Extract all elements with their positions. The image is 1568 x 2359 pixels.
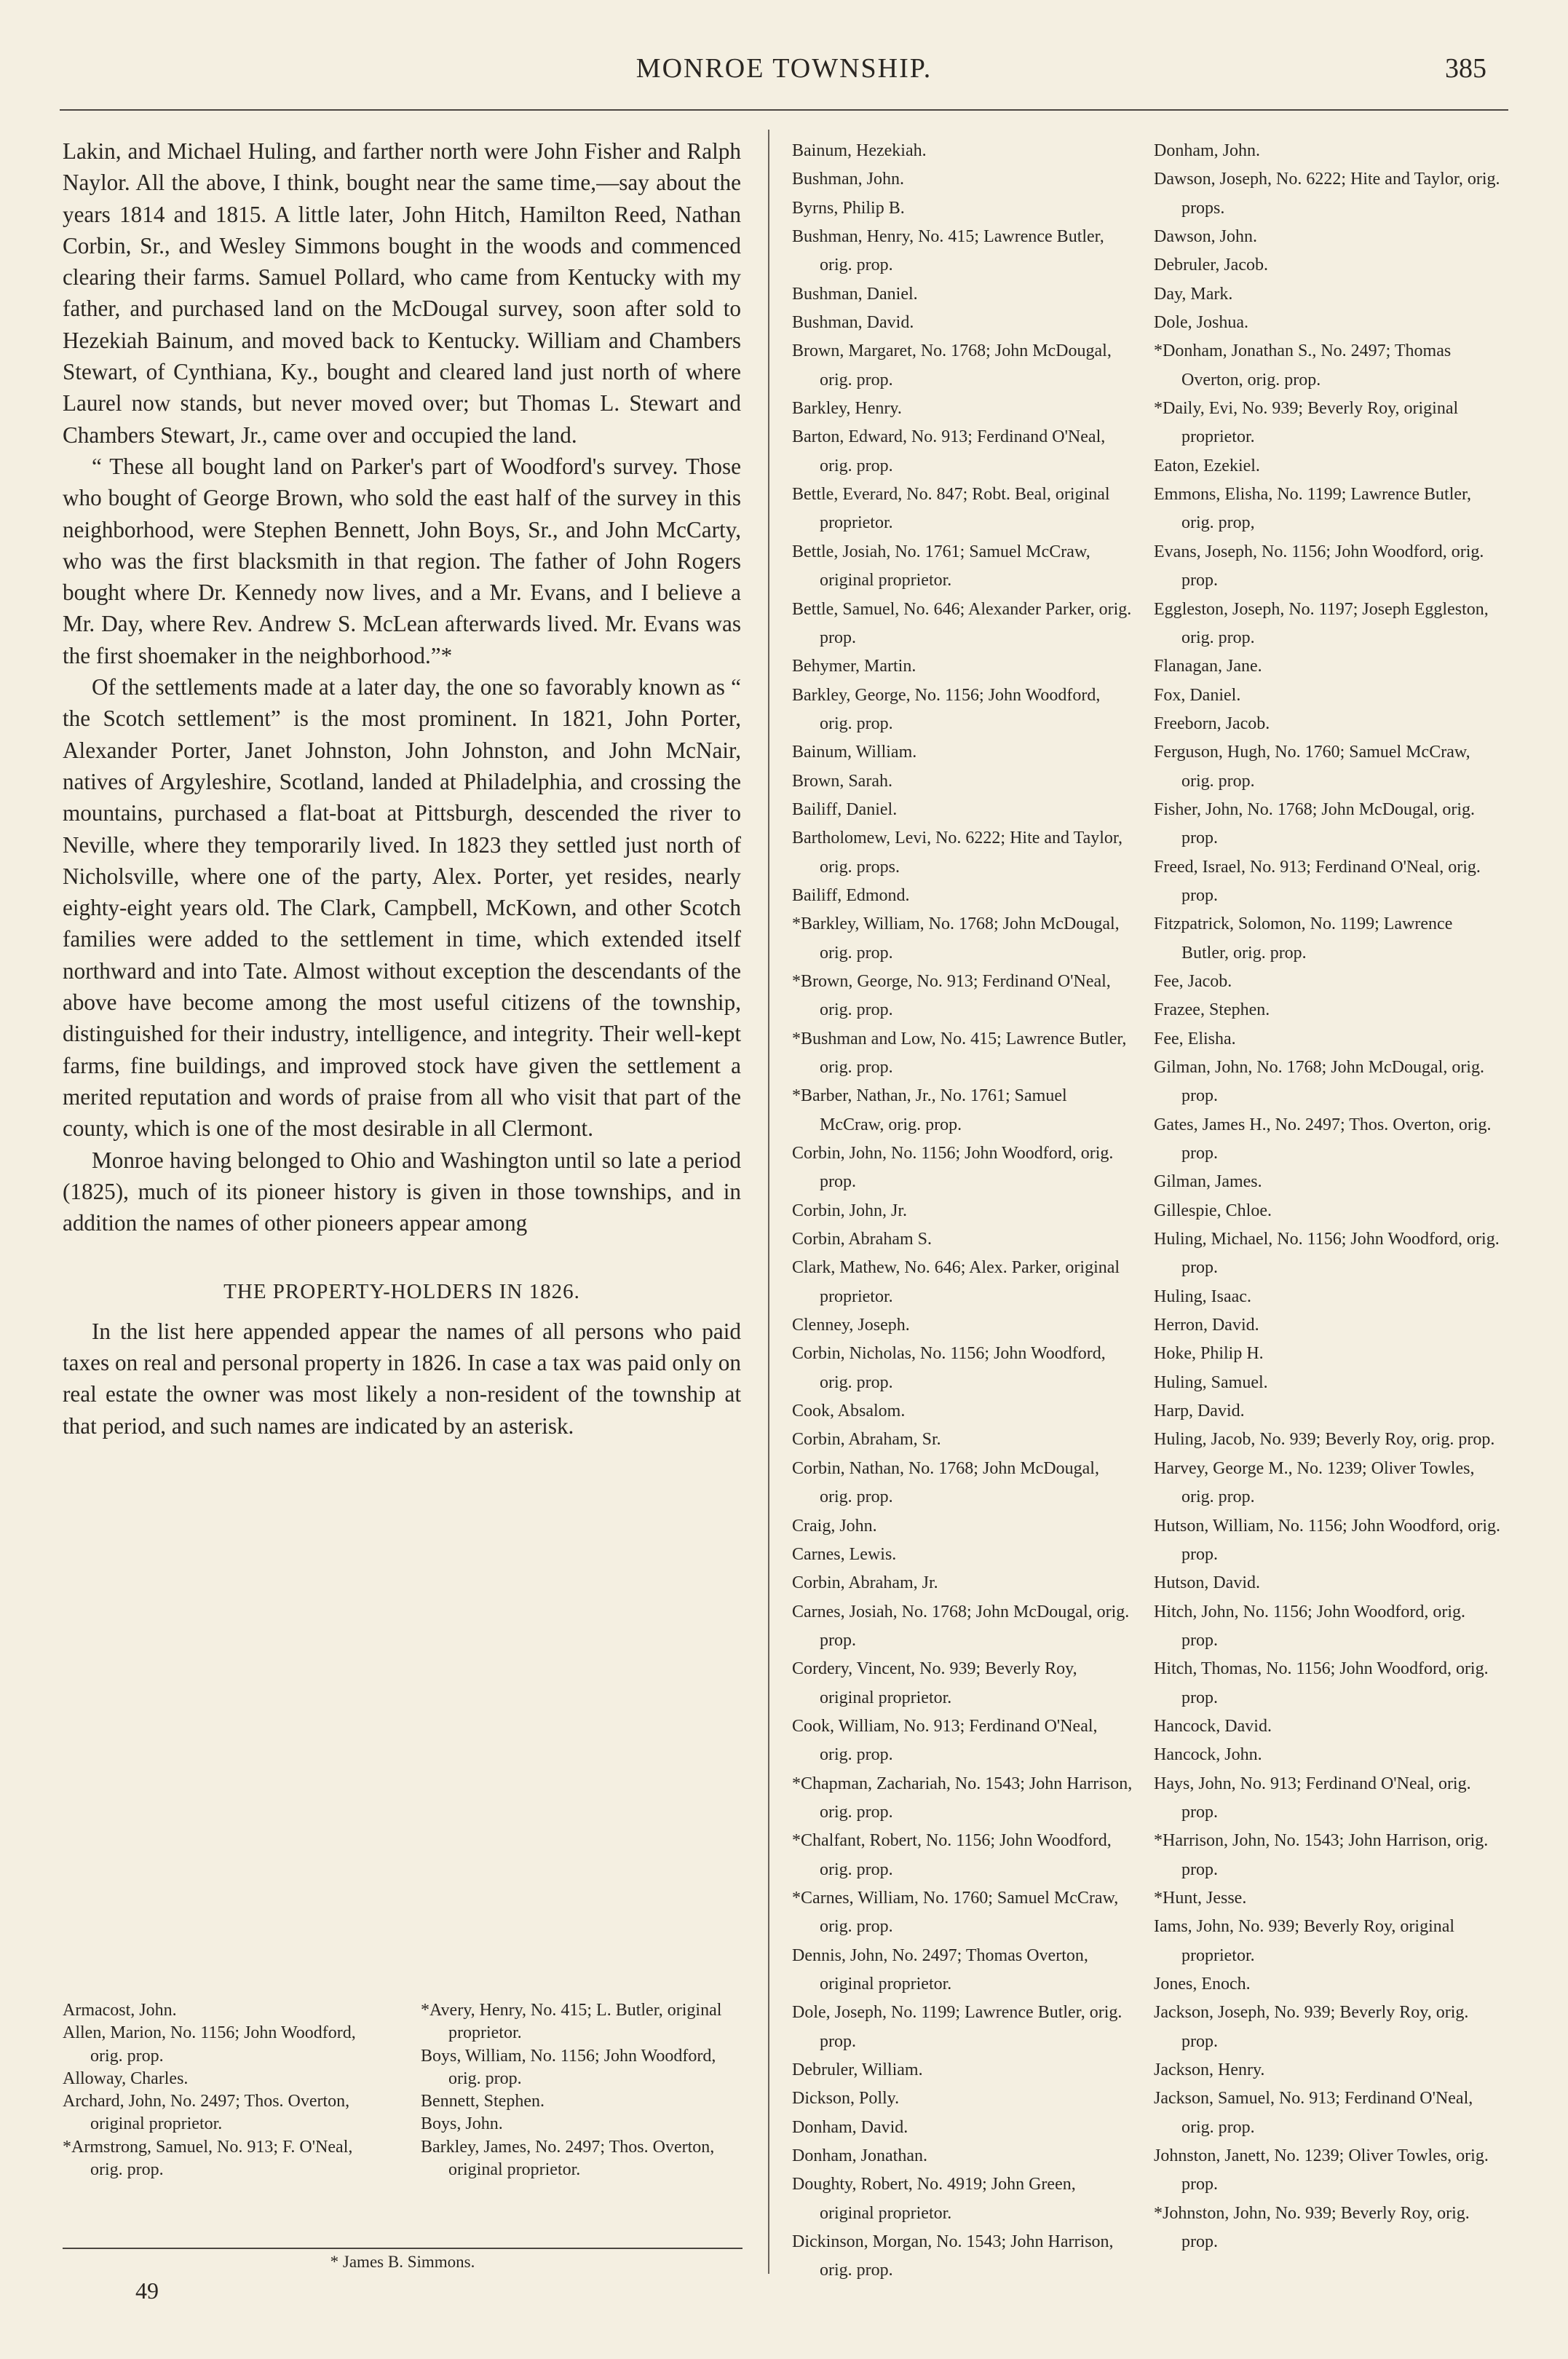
list-item: Corbin, Abraham, Sr.: [792, 1430, 941, 1450]
list-item: Ferguson, Hugh, No. 1760; Samuel McCraw, orig. prop.: [1154, 743, 1470, 791]
list-item: Corbin, John, No. 1156; John Woodford, orig. prop.: [792, 1144, 1114, 1192]
list-item: Byrns, Philip B.: [792, 198, 905, 218]
list-item: Fee, Elisha.: [1154, 1029, 1236, 1048]
list-item: Huling, Isaac.: [1154, 1287, 1251, 1306]
list-item: Harvey, George M., No. 1239; Oliver Towles, orig. prop.: [1154, 1458, 1475, 1507]
list-item: Corbin, Nicholas, No. 1156; John Woodford, orig. prop.: [792, 1344, 1106, 1392]
list-item: *Chalfant, Robert, No. 1156; John Woodford, orig. prop.: [792, 1831, 1112, 1879]
paragraph: In the list here appended appear the names of all persons who paid taxes on real and personal property in 1826. In case a tax was paid only on real estate the owner was most likely a non-resident of the township at that period, and such names are indicated by an asterisk.: [63, 1318, 741, 1439]
list-item: Barton, Edward, No. 913; Ferdinand O'Neal, orig. prop.: [792, 427, 1106, 475]
list-item: Fisher, John, No. 1768; John McDougal, orig. prop.: [1154, 799, 1476, 848]
list-item: Freeborn, Jacob.: [1154, 714, 1270, 733]
list-item: Barkley, James, No. 2497; Thos. Overton, original proprietor.: [421, 2137, 715, 2180]
list-item: Barkley, George, No. 1156; John Woodford, orig. prop.: [792, 685, 1101, 733]
list-item: Bettle, Samuel, No. 646; Alexander Parker, orig. prop.: [792, 599, 1132, 647]
list-item: Dickinson, Morgan, No. 1543; John Harrison, orig. prop.: [792, 2232, 1114, 2280]
list-item: Herron, David.: [1154, 1316, 1259, 1335]
list-item: Barkley, Henry.: [792, 399, 902, 419]
property-holders-short-lists: [63, 1999, 741, 2181]
list-item: Eggleston, Joseph, No. 1197; Joseph Eggleston, orig. prop.: [1154, 599, 1489, 647]
list-item: Hutson, David.: [1154, 1573, 1260, 1593]
paragraph: Lakin, and Michael Huling, and farther north were John Fisher and Ralph Naylor. All the above, I think, bought near the same time,—say about the years 1814 and 1815. A little later, John Hitch, Hamilton Reed, Nathan Corbin, Sr., and Wesley Simmons bought in the woods and commenced clearing their farms. Samuel Pollard, who came from Kentucky with my father, and purchased land on the McDougal survey, soon after sold to Hezekiah Bainum, and moved back to Kentucky. William and Chambers Stewart, of Cynthiana, Ky., bought and cleared land just north of where Laurel now stands, but never moved over; but Thomas L. Stewart and Chambers Stewart, Jr., came over and occupied the land.: [63, 138, 741, 448]
list-item: Carnes, Josiah, No. 1768; John McDougal, orig. prop.: [792, 1602, 1130, 1650]
list-item: Bainum, William.: [792, 743, 917, 762]
list-item: Corbin, John, Jr.: [792, 1201, 908, 1220]
list-item: Bettle, Josiah, No. 1761; Samuel McCraw, original proprietor.: [792, 542, 1090, 590]
list-item: Hancock, David.: [1154, 1716, 1272, 1736]
list-item: Debruler, Jacob.: [1154, 256, 1268, 275]
list-item: Bartholomew, Levi, No. 6222; Hite and Taylor, orig. props.: [792, 829, 1122, 877]
list-item: Brown, Sarah.: [792, 771, 892, 791]
list-item: Fox, Daniel.: [1154, 685, 1241, 705]
list-item: Jones, Enoch.: [1154, 1975, 1251, 1994]
list-item: Dole, Joshua.: [1154, 313, 1248, 333]
list-item: Bushman, David.: [792, 313, 914, 333]
paragraph: Of the settlements made at a later day, the one so favorably known as “ the Scotch settlement” is the most prominent. In 1821, John Porter, Alexander Porter, Janet Johnston, John Johnston, and John McNair, natives of Argyleshire, Scotland, landed at Philadelphia, and crossing the mountains, purchased a flat-boat at Pittsburgh, descended the river to Neville, where they temporarily lived. In 1823 they settled just north of Nicholsville, where one of the party, Alex. Porter, yet resides, nearly eighty-eight years old. The Clark, Campbell, McKown, and other Scotch families were added to the settlement in time, which extended itself northward and into Tate. Almost without exception the descendants of the above have become among the most useful citizens of the township, distinguished for their industry, intelligence, and integrity. Their well-kept farms, fine buildings, and improved stock have given the settlement a merited reputation and words of praise from all who visit that part of the county, which is one of the most desirable in all Clermont.: [63, 674, 741, 1142]
list-item: Debruler, William.: [792, 2060, 923, 2080]
list-item: Gates, James H., No. 2497; Thos. Overton, orig. prop.: [1154, 1115, 1492, 1163]
list-item: Evans, Joseph, No. 1156; John Woodford, orig. prop.: [1154, 542, 1484, 590]
signature-mark: 49: [135, 2277, 159, 2304]
property-list-right-a: [792, 137, 1133, 2285]
list-item: Fee, Jacob.: [1154, 971, 1232, 991]
list-item: Jackson, Joseph, No. 939; Beverly Roy, orig. prop.: [1154, 2003, 1469, 2051]
list-item: *Armstrong, Samuel, No. 913; F. O'Neal, orig. prop.: [63, 2137, 353, 2180]
list-item: Boys, John.: [421, 2114, 503, 2134]
list-item: *Carnes, William, No. 1760; Samuel McCraw, orig. prop.: [792, 1888, 1119, 1937]
list-item: Jackson, Samuel, No. 913; Ferdinand O'Neal, orig. prop.: [1154, 2089, 1473, 2137]
running-title: MONROE TOWNSHIP.: [635, 53, 933, 84]
list-item: Bennett, Stephen.: [421, 2092, 545, 2111]
list-item: Fitzpatrick, Solomon, No. 1199; Lawrence Butler, orig. prop.: [1154, 914, 1453, 963]
list-item: Frazee, Stephen.: [1154, 1000, 1270, 1020]
list-item: Huling, Jacob, No. 939; Beverly Roy, orig. prop.: [1154, 1430, 1495, 1450]
list-item: Bailiff, Daniel.: [792, 799, 898, 819]
list-item: Boys, William, No. 1156; John Woodford, orig. prop.: [421, 2046, 716, 2088]
property-list-left-a: [63, 1999, 383, 2181]
list-item: Emmons, Elisha, No. 1199; Lawrence Butler, orig. prop,: [1154, 485, 1472, 533]
list-item: Hoke, Philip H.: [1154, 1344, 1264, 1364]
list-item: Gilman, James.: [1154, 1172, 1262, 1192]
list-item: Donham, Jonathan.: [792, 2146, 927, 2166]
list-item: Hitch, Thomas, No. 1156; John Woodford, orig. prop.: [1154, 1659, 1489, 1707]
list-item: *Johnston, John, No. 939; Beverly Roy, orig. prop.: [1154, 2203, 1470, 2252]
paragraph: Monroe having belonged to Ohio and Washington until so late a period (1825), much of its pioneer history is given in those townships, and in addition the names of other pioneers appear among: [63, 1147, 741, 1236]
list-item: *Barber, Nathan, Jr., No. 1761; Samuel McCraw, orig. prop.: [792, 1086, 1067, 1134]
list-item: Huling, Michael, No. 1156; John Woodford, orig. prop.: [1154, 1230, 1500, 1278]
property-list-right-b: [1154, 137, 1502, 2256]
list-item: Harp, David.: [1154, 1402, 1245, 1421]
section-heading: THE PROPERTY-HOLDERS IN 1826.: [223, 1280, 580, 1304]
list-item: Dole, Joseph, No. 1199; Lawrence Butler, orig. prop.: [792, 2003, 1122, 2051]
list-item: *Hunt, Jesse.: [1154, 1888, 1247, 1908]
header-rule: [60, 109, 1508, 111]
list-item: Donham, David.: [792, 2117, 908, 2137]
list-item: Bettle, Everard, No. 847; Robt. Beal, original proprietor.: [792, 485, 1110, 533]
list-item: Behymer, Martin.: [792, 657, 916, 676]
list-item: Dickson, Polly.: [792, 2089, 900, 2109]
list-item: *Brown, George, No. 913; Ferdinand O'Neal, orig. prop.: [792, 971, 1111, 1020]
list-item: Jackson, Henry.: [1154, 2060, 1265, 2080]
list-item: Cook, William, No. 913; Ferdinand O'Neal, orig. prop.: [792, 1716, 1098, 1765]
list-item: Carnes, Lewis.: [792, 1544, 897, 1564]
list-item: Allen, Marion, No. 1156; John Woodford, orig. prop.: [63, 2023, 356, 2066]
list-item: Corbin, Nathan, No. 1768; John McDougal, orig. prop.: [792, 1458, 1099, 1507]
list-item: Armacost, John.: [63, 2001, 177, 2020]
page-number: 385: [1445, 53, 1486, 84]
list-item: Cordery, Vincent, No. 939; Beverly Roy, original proprietor.: [792, 1659, 1077, 1707]
property-list-left-b: [421, 1999, 741, 2181]
list-item: Hutson, William, No. 1156; John Woodford, orig. prop.: [1154, 1516, 1500, 1564]
list-item: Bainum, Hezekiah.: [792, 141, 927, 160]
list-item: Day, Mark.: [1154, 284, 1233, 304]
list-item: *Harrison, John, No. 1543; John Harrison, orig. prop.: [1154, 1831, 1489, 1879]
list-item: Gillespie, Chloe.: [1154, 1201, 1272, 1220]
list-item: Hitch, John, No. 1156; John Woodford, orig. prop.: [1154, 1602, 1466, 1650]
list-item: Johnston, Janett, No. 1239; Oliver Towles, orig. prop.: [1154, 2146, 1489, 2194]
list-item: Bushman, John.: [792, 170, 905, 189]
list-item: Bailiff, Edmond.: [792, 885, 910, 905]
column-divider: [768, 130, 769, 2274]
list-item: Donham, John.: [1154, 141, 1260, 160]
list-item: Eaton, Ezekiel.: [1154, 456, 1260, 475]
list-item: Dawson, John.: [1154, 227, 1257, 247]
list-item: Huling, Samuel.: [1154, 1372, 1268, 1392]
list-item: Bushman, Henry, No. 415; Lawrence Butler, orig. prop.: [792, 227, 1104, 275]
list-item: Clenney, Joseph.: [792, 1316, 910, 1335]
footnote-rule: [63, 2248, 743, 2249]
list-item: *Bushman and Low, No. 415; Lawrence Butler, orig. prop.: [792, 1029, 1127, 1077]
list-item: Hays, John, No. 913; Ferdinand O'Neal, orig. prop.: [1154, 1774, 1471, 1822]
list-item: Freed, Israel, No. 913; Ferdinand O'Neal, orig. prop.: [1154, 857, 1481, 905]
list-item: Alloway, Charles.: [63, 2068, 189, 2088]
list-item: Cook, Absalom.: [792, 1402, 906, 1421]
list-item: Brown, Margaret, No. 1768; John McDougal, orig. prop.: [792, 341, 1112, 390]
narrative-column: [63, 135, 741, 1442]
list-item: Doughty, Robert, No. 4919; John Green, original proprietor.: [792, 2175, 1076, 2223]
list-item: Gilman, John, No. 1768; John McDougal, orig. prop.: [1154, 1058, 1484, 1106]
list-item: Hancock, John.: [1154, 1745, 1262, 1765]
list-item: Dennis, John, No. 2497; Thomas Overton, original proprietor.: [792, 1945, 1088, 1994]
list-item: *Avery, Henry, No. 415; L. Butler, original proprietor.: [421, 2001, 722, 2043]
list-item: Dawson, Joseph, No. 6222; Hite and Taylor, orig. props.: [1154, 170, 1500, 218]
list-item: Corbin, Abraham S.: [792, 1230, 932, 1249]
list-item: Clark, Mathew, No. 646; Alex. Parker, original proprietor.: [792, 1258, 1120, 1306]
list-item: Archard, John, No. 2497; Thos. Overton, original proprietor.: [63, 2092, 350, 2134]
list-item: Bushman, Daniel.: [792, 284, 918, 304]
footnote: * James B. Simmons.: [330, 2253, 475, 2271]
list-item: *Chapman, Zachariah, No. 1543; John Harrison, orig. prop.: [792, 1774, 1133, 1822]
list-item: Flanagan, Jane.: [1154, 657, 1262, 676]
paragraph: “ These all bought land on Parker's part of Woodford's survey. Those who bought of George Brown, who sold the east half of the survey in this neighborhood, were Stephen Bennett, John Boys, Sr., and John McCarty, who was the first blacksmith in that region. The father of John Rogers bought where Dr. Kennedy now lives, and a Mr. Evans, and I believe a Mr. Day, where Rev. Andrew S. McLean afterwards lived. Mr. Evans was the first shoemaker in the neighborhood.”*: [63, 453, 741, 668]
list-item: Iams, John, No. 939; Beverly Roy, original proprietor.: [1154, 1917, 1455, 1965]
list-item: *Barkley, William, No. 1768; John McDougal, orig. prop.: [792, 914, 1120, 963]
list-item: *Donham, Jonathan S., No. 2497; Thomas Overton, orig. prop.: [1154, 341, 1452, 390]
list-item: *Daily, Evi, No. 939; Beverly Roy, original proprietor.: [1154, 399, 1459, 447]
list-item: Corbin, Abraham, Jr.: [792, 1573, 938, 1593]
list-item: Craig, John.: [792, 1516, 877, 1536]
